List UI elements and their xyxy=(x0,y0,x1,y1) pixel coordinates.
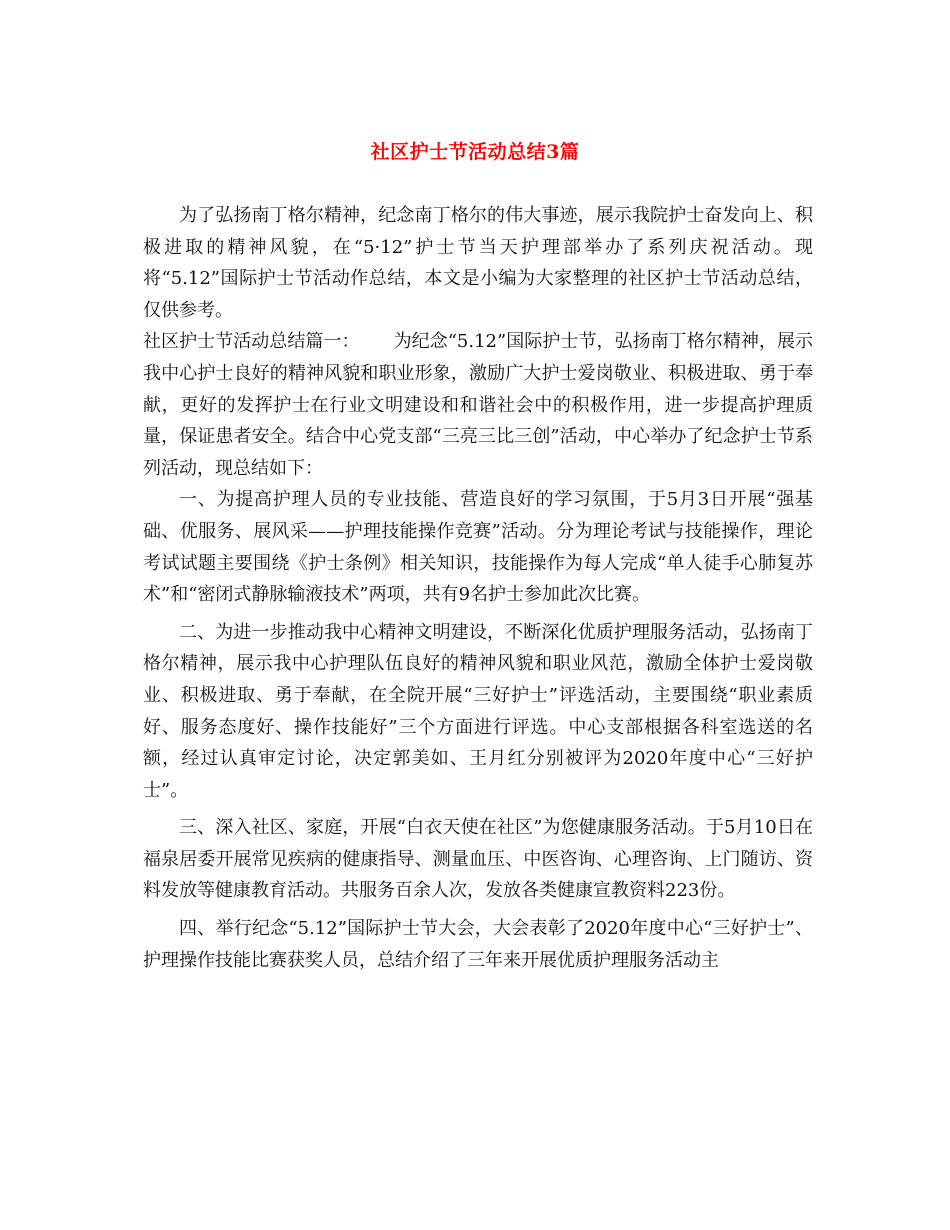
section-paragraph xyxy=(143,326,813,484)
intro-paragraph: 为了弘扬南丁格尔精神，纪念南丁格尔的伟大事迹，展示我院护士奋发向上、积极进取的精神风貌，在“5·12”护士节当天护理部举办了系列庆祝活动。现将“5.12”国际护士节活动作总结，本文是小编为大家整理的社区护士节活动总结，仅供参考。 xyxy=(143,205,813,321)
list-item: 三、深入社区、家庭，开展“白衣天使在社区”为您健康服务活动。于5月10日在福泉居委开展常见疾病的健康指导、测量血压、中医咨询、心理咨询、上门随访、资料发放等健康教育活动。共服务百余人次，发放各类健康宣教资料223份。 xyxy=(143,817,813,902)
list-item: 一、为提高护理人员的专业技能、营造良好的学习氛围，于5月3日开展“强基础、优服务、展风采——护理技能操作竞赛”活动。分为理论考试与技能操作，理论考试试题主要围绕《护士条例》相关知识，技能操作为每人完成“单人徒手心肺复苏术”和“密闭式静脉输液技术”两项，共有9名护士参加此次比赛。 xyxy=(143,489,813,606)
section-label: 社区护士节活动总结篇一： xyxy=(143,331,360,353)
section-lead-text: 为纪念“5.12”国际护士节，弘扬南丁格尔精神，展示我中心护士良好的精神风貌和职业形象，激励广大护士爱岗敬业、积极进取、勇于奉献，更好的发挥护士在行业文明建设和和谐社会中的积极作用，进一步提高护理质量，保证患者安全。结合中心党支部“三亮三比三创”活动，中心举办了纪念护士节系列活动，现总结如下： xyxy=(143,331,814,479)
document-body xyxy=(143,200,813,976)
list-item: 四、举行纪念“5.12”国际护士节大会，大会表彰了2020年度中心“三好护士”、护理操作技能比赛获奖人员，总结介绍了三年来开展优质护理服务活动主 xyxy=(143,918,813,971)
list-item: 二、为进一步推动我中心精神文明建设，不断深化优质护理服务活动，弘扬南丁格尔精神，展示我中心护理队伍良好的精神风貌和职业风范，激励全体护士爱岗敬业、积极进取、勇于奉献，在全院开展“三好护士”评选活动，主要围绕“职业素质好、服务态度好、操作技能好”三个方面进行评选。中心支部根据各科室选送的名额，经过认真审定讨论，决定郭美如、王月红分别被评为2020年度中心“三好护士”。 xyxy=(143,621,813,801)
document-title: 社区护士节活动总结3篇 xyxy=(370,141,580,163)
